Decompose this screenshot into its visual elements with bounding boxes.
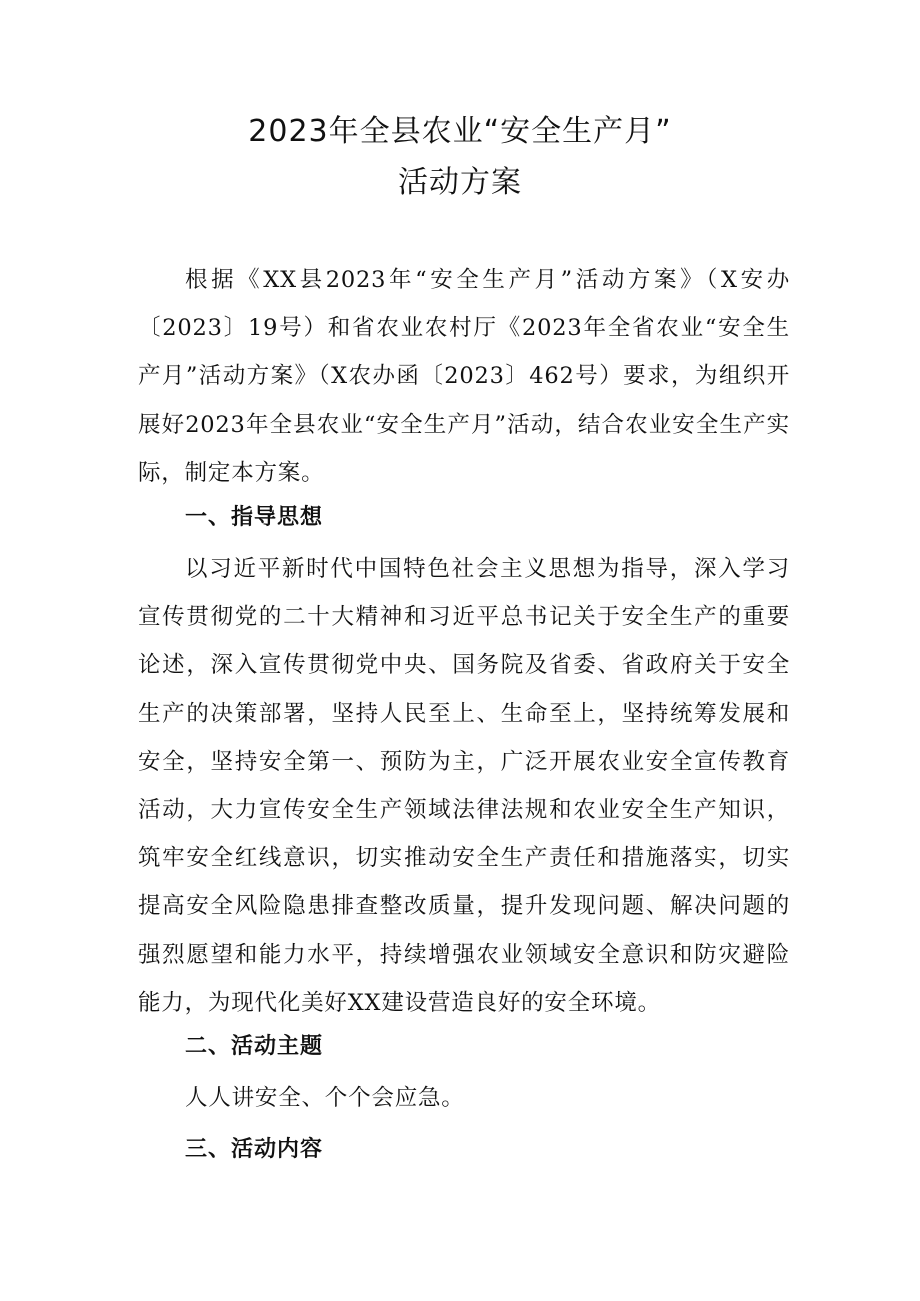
- section-heading-activity-theme: 二、活动主题: [185, 1034, 324, 1059]
- document-title-line1: 2023年全县农业“安全生产月”: [248, 114, 672, 149]
- activity-theme-paragraph: 人人讲安全、个个会应急。: [185, 1085, 465, 1111]
- document-title-line2: 活动方案: [398, 165, 522, 200]
- guiding-ideology-paragraph: 以习近平新时代中国特色社会主义思想为指导，深入学习宣传贯彻党的二十大精神和习近平总书记关于安全生产的重要论述，深入宣传贯彻党中央、国务院及省委、省政府关于安全生产的决策部署，坚持人民至上、生命至上，坚持统筹发展和安全，坚持安全第一、预防为主，广泛开展农业安全宣传教育活动，大力宣传安全生产领域法律法规和农业安全生产知识，筑牢安全红线意识，切实推动安全生产责任和措施落实，切实提高安全风险隐患排查整改质量，提升发现问题、解决问题的强烈愿望和能力水平，持续增强农业领域安全意识和防灾避险能力，为现代化美好XX建设营造良好的安全环境。: [138, 556, 790, 1016]
- section-heading-guiding-ideology: 一、指导思想: [185, 505, 324, 530]
- section-heading-activity-content: 三、活动内容: [185, 1137, 324, 1162]
- intro-paragraph: 根据《XX县2023年“安全生产月”活动方案》（X安办〔2023〕19号）和省农业农村厅《2023年全省农业“安全生产月”活动方案》（X农办函〔2023〕462号）要求，为组织开展好2023年全县农业“安全生产月”活动，结合农业安全生产实际，制定本方案。: [138, 267, 790, 486]
